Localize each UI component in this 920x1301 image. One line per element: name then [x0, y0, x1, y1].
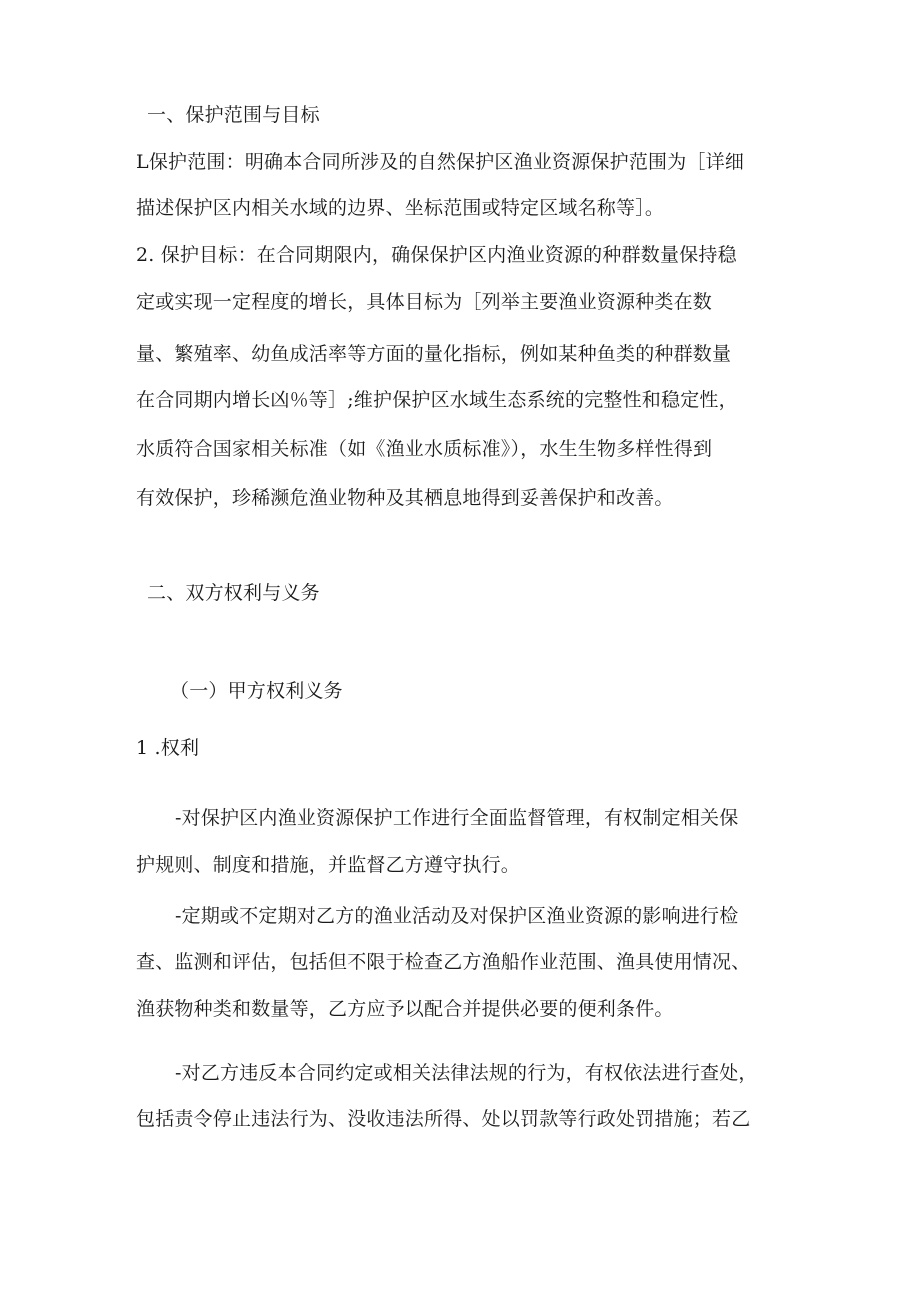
rights-heading: 1 .权利: [136, 737, 200, 759]
paragraph-line: 水质符合国家相关标准（如《渔业水质标准》），水生生物多样性得到: [136, 438, 713, 460]
paragraph-line: 护规则、制度和措施，并监督乙方遵守执行。: [136, 854, 521, 876]
paragraph-line: -对保护区内渔业资源保护工作进行全面监督管理，有权制定相关保: [175, 807, 739, 829]
paragraph-line: 查、监测和评估，包括但不限于检查乙方渔船作业范围、渔具使用情况、: [136, 951, 751, 973]
paragraph-line: -定期或不定期对乙方的渔业活动及对保护区渔业资源的影响进行检: [175, 905, 739, 927]
paragraph-line: 渔获物种类和数量等，乙方应予以配合并提供必要的便利条件。: [136, 998, 674, 1020]
section-heading-rights-obligations: 二、双方权利与义务: [147, 582, 320, 604]
paragraph-line: 量、繁殖率、幼鱼成活率等方面的量化指标，例如某种鱼类的种群数量: [136, 343, 732, 365]
paragraph-line: L保护范围：明确本合同所涉及的自然保护区渔业资源保护范围为［详细: [136, 151, 745, 173]
paragraph-line: -对乙方违反本合同约定或相关法律法规的行为，有权依法进行查处，: [175, 1062, 758, 1084]
paragraph-line: 包括责令停止违法行为、没收违法所得、处以罚款等行政处罚措施；若乙: [136, 1108, 751, 1130]
paragraph-line: 在合同期内增长凶％等］;维护保护区水域生态系统的完整性和稳定性，: [136, 389, 738, 411]
paragraph-line: 有效保护，珍稀濒危渔业物种及其栖息地得到妥善保护和改善。: [136, 487, 674, 509]
paragraph-line: 定或实现一定程度的增长，具体目标为［列举主要渔业资源种类在数: [136, 291, 713, 313]
subsection-heading-party-a: （一）甲方权利义务: [170, 680, 343, 702]
paragraph-line: 2. 保护目标：在合同期限内，确保保护区内渔业资源的种群数量保持稳: [136, 244, 737, 266]
section-heading-scope: 一、保护范围与目标: [147, 104, 320, 126]
paragraph-line: 描述保护区内相关水域的边界、坐标范围或特定区域名称等］。: [136, 197, 665, 219]
